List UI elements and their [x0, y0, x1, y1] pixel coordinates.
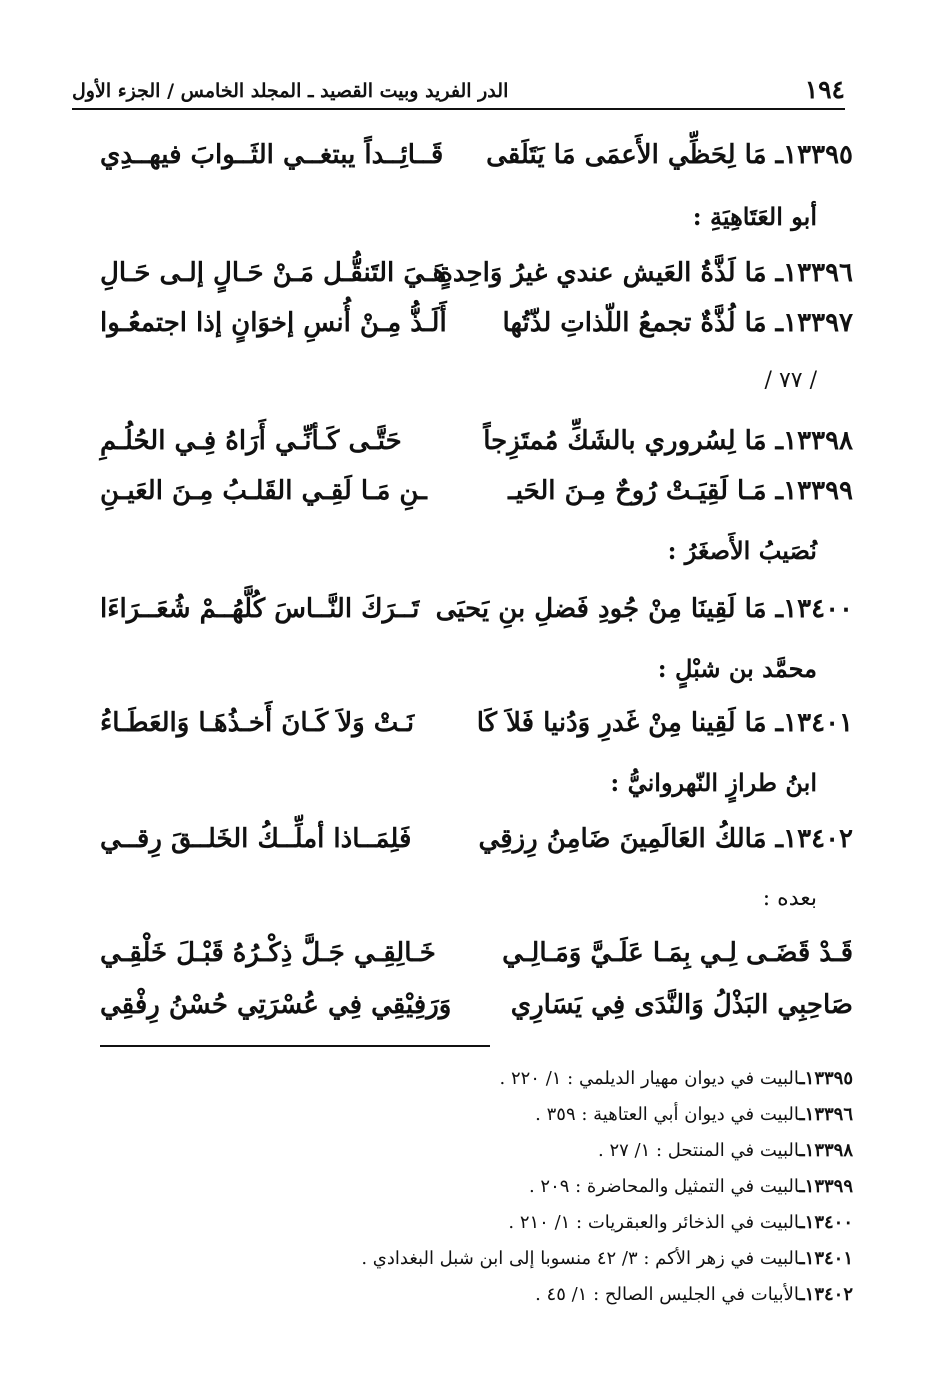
footnote-number: ١٣٤٠١ـ — [799, 1248, 853, 1269]
verse-13395 — [100, 140, 853, 190]
footnote — [529, 1176, 853, 1197]
verse-second-hemistich: ـنِ مَـا لَقِـي القَلـبُ مِـنَ العَيـنِ — [100, 476, 427, 506]
footnote-text: البيت في زهر الأكم : ٣/ ٤٢ منسوبا إلى ابن شبل البغدادي . — [361, 1248, 800, 1269]
verse-second-hemistich: خَـالِقِـي جَـلَّ ذِكْـرُهُ قَبْـلَ خَلْقِـي — [100, 938, 436, 968]
after-label: بعده : — [762, 886, 817, 911]
verse-first-hemistich: ١٣٣٩٥ـ مَا لِحَظِّي الأَعمَى مَا يَتَلَقى — [486, 140, 853, 170]
footnote-separator — [100, 1045, 490, 1047]
footnote — [598, 1140, 853, 1161]
verse-second-hemistich: وَرَفِيْقِي فِي عُسْرَتِي حُسْنُ رِفْقِي — [100, 990, 452, 1020]
footnote-number: ١٣٣٩٩ـ — [799, 1176, 853, 1197]
footnote-number: ١٣٣٩٨ـ — [799, 1140, 853, 1161]
footnote-number: ١٣٣٩٥ـ — [799, 1068, 853, 1089]
verse-second-hemistich: قَــائِــداً يبتغــي الثَــوابَ فيهــدِي — [100, 140, 444, 170]
poet-name: محمَّد بن شبْلٍ : — [657, 654, 817, 683]
footnote — [535, 1104, 853, 1125]
verse-13398 — [100, 426, 853, 476]
verse-13397 — [100, 308, 853, 358]
poet-name: نُصَيبُ الأَصغَرُ : — [667, 536, 817, 565]
verse-second-hemistich: نَـتْ وَلاَ كَـانَ أَخـذُهَـا وَالعَطَـاءُ — [100, 708, 415, 738]
poet-name: أبو العَتَاهِيَةِ : — [692, 202, 817, 231]
footnote-text: الأبيات في الجليس الصالح : ١/ ٤٥ . — [535, 1284, 800, 1305]
verse-second-hemistich: تَــرَكَ النَّــاسَ كُلَّهُــمْ شُعَــرَاءَا — [100, 594, 420, 624]
verse-first-hemistich: ١٣٣٩٨ـ مَا لِسُروري بالشَكِّ مُمتَزِجاً — [483, 426, 853, 456]
verse-first-hemistich: ١٣٣٩٧ـ مَا لُذَّةٌ تجمعُ اللّذاتِ لذّتُها — [502, 308, 853, 338]
footnote-text: البيت في ديوان مهيار الديلمي : ١/ ٢٢٠ . — [499, 1068, 800, 1089]
verse-13399 — [100, 476, 853, 526]
verse-first-hemistich: ١٣٤٠٠ـ مَا لَقِينَا مِنْ جُودِ فَضلِ بنِ يَحيَى — [435, 594, 853, 624]
verse-first-hemistich: ١٣٤٠١ـ مَا لَقِينا مِنْ غَدرِ وَدُنيا فَلاَ كَا — [476, 708, 853, 738]
verse-13402 — [100, 824, 853, 874]
running-title: الدر الفريد وبيت القصيد ـ المجلد الخامس / الجزء الأول — [72, 80, 509, 102]
footnote — [508, 1212, 853, 1233]
poet-name: ابنُ طرازٍ النّهروانيُّ : — [610, 768, 817, 797]
verse-second-hemistich: هَـيَ التَنقُّـل مَـنْ حَـالٍ إلـى حَـالِ — [100, 258, 447, 288]
verse-second-hemistich: حَتَّـى كَـأنِّـي أَرَاهُ فِـي الحُلُـمِ — [100, 426, 402, 456]
footnote-text: البيت في التمثيل والمحاضرة : ٢٠٩ . — [528, 1176, 800, 1197]
footnote — [361, 1248, 853, 1269]
footnote — [535, 1284, 853, 1305]
verse-first-hemistich: ١٣٣٩٩ـ مَـا لَقِيَـتْ رُوحٌ مِـنَ الحَيـ — [508, 476, 853, 506]
footnote-text: البيت في الذخائر والعبقريات : ١/ ٢١٠ . — [508, 1212, 800, 1233]
page-number: ١٩٤ — [804, 75, 845, 104]
verse-second-hemistich: فَلِمَــاذا أملِّــكُ الخَلــقَ رِقــي — [100, 824, 412, 854]
page-header — [72, 62, 845, 110]
verse-13396 — [100, 258, 853, 308]
footnote-number: ١٣٣٩٦ـ — [799, 1104, 853, 1125]
verse-after-2 — [100, 990, 853, 1040]
footnote-text: البيت في المنتحل : ١/ ٢٧ . — [598, 1140, 800, 1161]
footnote — [500, 1068, 853, 1089]
footnote-number: ١٣٤٠٢ـ — [799, 1284, 853, 1305]
page-reference: / ٧٧ / — [764, 368, 817, 393]
footnote-text: البيت في ديوان أبي العتاهية : ٣٥٩ . — [535, 1104, 800, 1125]
verse-13400 — [100, 594, 853, 644]
verse-after-1 — [100, 938, 853, 988]
verse-first-hemistich: ١٣٤٠٢ـ مَالكُ العَالَمِينَ ضَامِنُ رِزقِي — [478, 824, 853, 854]
footnote-number: ١٣٤٠٠ـ — [799, 1212, 853, 1233]
verse-first-hemistich: صَاحِبِي البَذْلُ وَالنَّدَى فِي يَسَارِي — [510, 990, 853, 1020]
verse-second-hemistich: أَلَـذُّ مِـنْ أُنسِ إخوَانٍ إذا اجتمعُـوا — [100, 308, 447, 338]
verse-13401 — [100, 708, 853, 758]
verse-first-hemistich: قَـدْ قَضَـى لِـي بِمَـا عَلَـيَّ وَمَـالِـي — [502, 938, 853, 968]
verse-first-hemistich: ١٣٣٩٦ـ مَا لَذَّةُ العَيش عندي غيرُ وَاحِدةٍ — [439, 258, 853, 288]
